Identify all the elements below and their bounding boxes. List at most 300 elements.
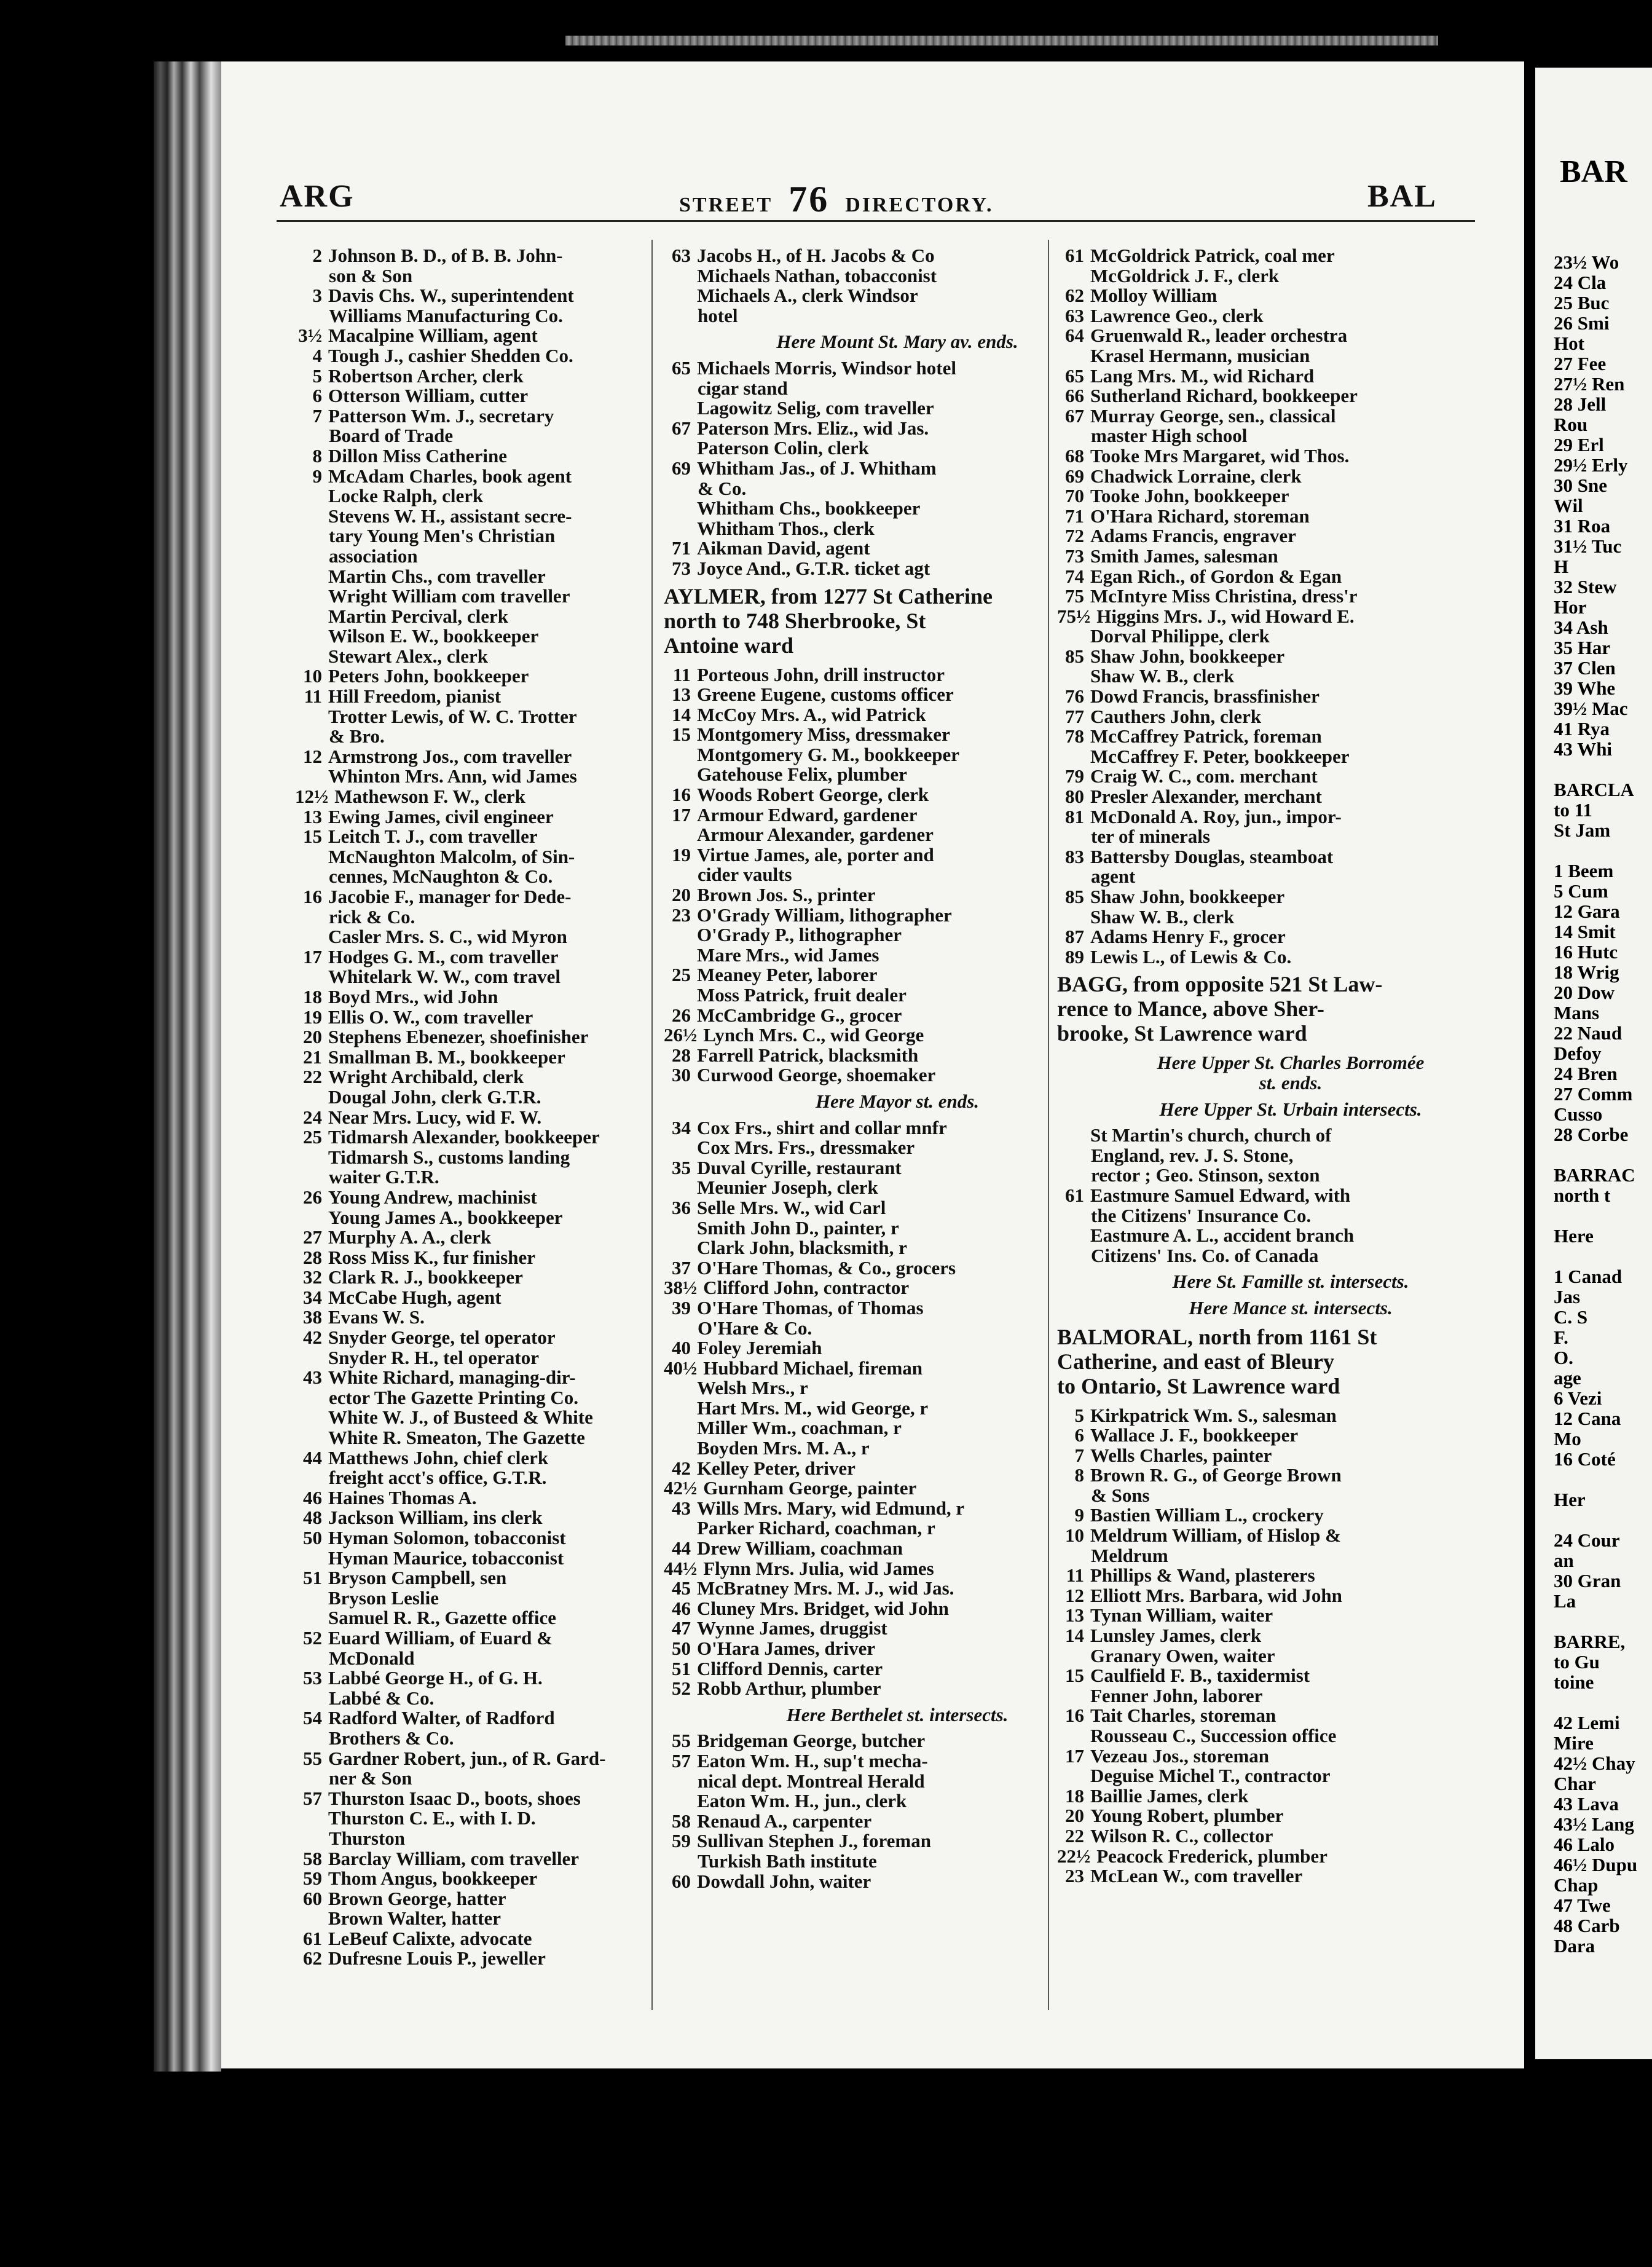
resident-text: Granary Owen, waiter bbox=[1090, 1644, 1275, 1666]
directory-entry bbox=[1057, 306, 1524, 326]
street-heading-line: Catherine, and east of Bleury bbox=[1057, 1349, 1334, 1374]
resident-text: Duval Cyrille, restaurant bbox=[697, 1156, 902, 1178]
resident-text: Cluney Mrs. Bridget, wid John bbox=[697, 1597, 949, 1619]
resident-text: Adams Henry F., grocer bbox=[1090, 926, 1286, 948]
facing-page-line: 31½ Tuc bbox=[1554, 535, 1622, 557]
facing-page-line: La bbox=[1554, 1590, 1576, 1612]
house-number: 16 bbox=[672, 784, 691, 806]
facing-page-line: 35 Har bbox=[1554, 637, 1611, 658]
resident-text: Aikman David, agent bbox=[697, 537, 870, 559]
resident-text: Johnson B. D., of B. B. John- bbox=[328, 245, 563, 266]
facing-page-line: 24 Cla bbox=[1554, 272, 1607, 293]
house-number: 42 bbox=[672, 1457, 691, 1479]
resident-text: Evans W. S. bbox=[328, 1306, 425, 1328]
directory-entry bbox=[1057, 827, 1524, 847]
facing-page-line: 46 Lalo bbox=[1554, 1834, 1615, 1855]
resident-text: Caulfield F. B., taxidermist bbox=[1090, 1665, 1310, 1687]
resident-text: Boyden Mrs. M. A., r bbox=[697, 1437, 870, 1459]
house-number: 16 bbox=[1065, 1705, 1084, 1727]
resident-text: LeBeuf Calixte, advocate bbox=[328, 1927, 532, 1949]
house-number: 14 bbox=[672, 703, 691, 725]
resident-text: Rousseau C., Succession office bbox=[1090, 1725, 1337, 1746]
resident-text: Robertson Archer, clerk bbox=[328, 365, 524, 387]
resident-text: Montgomery Miss, dressmaker bbox=[697, 723, 950, 746]
house-number: 26½ bbox=[664, 1024, 698, 1046]
resident-text: Welsh Mrs., r bbox=[697, 1377, 808, 1399]
resident-text: Sullivan Stephen J., foreman bbox=[697, 1830, 931, 1852]
resident-text: Gruenwald R., leader orchestra bbox=[1090, 325, 1348, 347]
resident-text: Hyman Solomon, tobacconist bbox=[328, 1527, 566, 1548]
resident-text: Tooke Mrs Margaret, wid Thos. bbox=[1090, 444, 1350, 467]
facing-page-line bbox=[1554, 1510, 1637, 1530]
directory-entry bbox=[1057, 947, 1524, 968]
directory-entry bbox=[1057, 1546, 1524, 1566]
resident-text: Sutherland Richard, bookkeeper bbox=[1090, 385, 1358, 407]
resident-text: Lagowitz Selig, com traveller bbox=[697, 397, 934, 419]
cross-street-line: Here Mount St. Mary av. ends. bbox=[776, 331, 1018, 353]
cross-street-line: Here Mance st. intersects. bbox=[1189, 1296, 1393, 1319]
resident-text: waiter G.T.R. bbox=[329, 1166, 439, 1188]
facing-page-line: 34 Ash bbox=[1554, 617, 1608, 638]
directory-entry bbox=[1057, 266, 1524, 286]
facing-page-line: H bbox=[1554, 556, 1569, 577]
house-number: 85 bbox=[1065, 886, 1084, 907]
house-number: 10 bbox=[303, 665, 322, 687]
house-number: 46 bbox=[303, 1486, 322, 1508]
resident-text: Dowd Francis, brassfinisher bbox=[1090, 685, 1320, 708]
facing-page-line: 39½ Mac bbox=[1554, 698, 1628, 719]
directory-entry bbox=[1057, 426, 1524, 446]
house-number: 50 bbox=[672, 1638, 691, 1659]
resident-text: Clifford John, contractor bbox=[703, 1277, 910, 1299]
facing-page-line: 6 Vezi bbox=[1554, 1387, 1602, 1409]
resident-text: Tidmarsh Alexander, bookkeeper bbox=[328, 1126, 600, 1148]
facing-page-line: C. S bbox=[1554, 1306, 1588, 1328]
house-number: 58 bbox=[672, 1810, 691, 1832]
resident-text: Haines Thomas A. bbox=[328, 1486, 477, 1508]
running-head-right: BAL bbox=[1367, 179, 1437, 214]
directory-entry bbox=[1057, 1505, 1524, 1526]
street-heading-line: brooke, St Lawrence ward bbox=[1057, 1021, 1307, 1046]
resident-text: Murray George, sen., classical bbox=[1090, 404, 1336, 427]
house-number: 43 bbox=[672, 1497, 691, 1519]
directory-entry bbox=[1057, 787, 1524, 807]
house-number: 60 bbox=[672, 1870, 691, 1892]
directory-entry bbox=[1057, 1465, 1524, 1486]
facing-page-line: 29 Erl bbox=[1554, 434, 1604, 455]
house-number: 26 bbox=[672, 1004, 691, 1026]
facing-page-line: O. bbox=[1554, 1347, 1573, 1368]
facing-page-line: 12 Gara bbox=[1554, 901, 1620, 922]
house-number: 10 bbox=[1065, 1524, 1084, 1547]
directory-entry bbox=[1057, 1586, 1524, 1606]
resident-text: White W. J., of Busteed & White bbox=[328, 1406, 593, 1429]
resident-text: Wynne James, druggist bbox=[697, 1617, 887, 1639]
cross-street-line: Here Upper St. Charles Borromée bbox=[1157, 1052, 1425, 1074]
resident-text: Smith James, salesman bbox=[1090, 545, 1278, 567]
resident-text: Lewis L., of Lewis & Co. bbox=[1090, 945, 1292, 968]
house-number: 34 bbox=[303, 1286, 322, 1308]
resident-text: Michaels Nathan, tobacconist bbox=[697, 264, 937, 286]
house-number: 34 bbox=[672, 1116, 691, 1138]
resident-text: Stewart Alex., clerk bbox=[328, 645, 488, 667]
directory-entry bbox=[1057, 1165, 1524, 1186]
resident-text: Robb Arthur, plumber bbox=[697, 1678, 881, 1700]
directory-entry bbox=[295, 1949, 768, 1969]
house-number: 75 bbox=[1065, 585, 1084, 607]
street-heading-line: north to 748 Sherbrooke, St bbox=[664, 608, 926, 633]
resident-text: Dowdall John, waiter bbox=[697, 1870, 871, 1892]
street-heading bbox=[1057, 1325, 1524, 1398]
house-number: 62 bbox=[1065, 285, 1084, 307]
resident-text: Cauthers John, clerk bbox=[1090, 705, 1262, 727]
house-number: 87 bbox=[1065, 926, 1084, 948]
directory-entry bbox=[1057, 486, 1524, 507]
directory-entry bbox=[1057, 567, 1524, 587]
resident-text: Montgomery G. M., bookkeeper bbox=[697, 743, 960, 765]
house-number: 44½ bbox=[664, 1557, 698, 1579]
resident-text: Tynan William, waiter bbox=[1090, 1604, 1273, 1626]
resident-text: Wright Archibald, clerk bbox=[328, 1066, 524, 1088]
resident-text: Davis Chs. W., superintendent bbox=[328, 285, 574, 307]
facing-page-line: Hor bbox=[1554, 596, 1587, 618]
directory-entry bbox=[1057, 807, 1524, 827]
house-number: 51 bbox=[303, 1567, 322, 1589]
directory-entry bbox=[1057, 687, 1524, 707]
house-number: 53 bbox=[303, 1667, 322, 1689]
house-number: 69 bbox=[672, 457, 691, 479]
directory-page bbox=[221, 61, 1524, 2068]
resident-text: Whitham Thos., clerk bbox=[697, 517, 875, 539]
facing-page-line: 43 Whi bbox=[1554, 738, 1613, 760]
resident-text: Mare Mrs., wid James bbox=[697, 944, 879, 966]
house-number: 3 bbox=[312, 285, 322, 307]
resident-text: Brown George, hatter bbox=[328, 1887, 506, 1909]
directory-entry bbox=[1057, 907, 1524, 928]
house-number: 30 bbox=[672, 1064, 691, 1086]
directory-entry bbox=[1057, 847, 1524, 867]
resident-text: Jacobie F., manager for Dede- bbox=[328, 886, 572, 907]
resident-text: Eastmure A. L., accident branch bbox=[1090, 1224, 1355, 1247]
resident-text: Radford Walter, of Radford bbox=[328, 1707, 555, 1729]
resident-text: tary Young Men's Christian bbox=[329, 525, 556, 547]
resident-text: Michaels A., clerk Windsor bbox=[697, 285, 918, 307]
house-number: 15 bbox=[672, 723, 691, 746]
house-number: 66 bbox=[1065, 385, 1084, 407]
house-number: 36 bbox=[672, 1196, 691, 1218]
directory-entry bbox=[1057, 707, 1524, 727]
resident-text: Martin Percival, clerk bbox=[328, 605, 508, 627]
directory-entry bbox=[1057, 1446, 1524, 1466]
running-head-directory: DIRECTORY. bbox=[845, 194, 994, 216]
facing-page-line: 43 Lava bbox=[1554, 1793, 1619, 1815]
resident-text: Near Mrs. Lucy, wid F. W. bbox=[328, 1106, 542, 1128]
house-number: 74 bbox=[1065, 565, 1084, 587]
resident-text: Brown Jos. S., printer bbox=[697, 884, 876, 906]
resident-text: ter of minerals bbox=[1091, 826, 1210, 848]
house-number: 15 bbox=[1065, 1665, 1084, 1687]
house-number: 55 bbox=[672, 1730, 691, 1752]
resident-text: Michaels Morris, Windsor hotel bbox=[697, 357, 956, 379]
resident-text: McDonald bbox=[329, 1647, 415, 1669]
facing-page-line: 32 Stew bbox=[1554, 576, 1617, 597]
house-number: 15 bbox=[303, 826, 322, 848]
house-number: 65 bbox=[1065, 365, 1084, 387]
house-number: 81 bbox=[1065, 805, 1084, 827]
house-number: 24 bbox=[303, 1106, 322, 1128]
directory-entry bbox=[1057, 546, 1524, 567]
directory-entry bbox=[1057, 1706, 1524, 1726]
facing-page-line: Her bbox=[1554, 1489, 1586, 1510]
directory-entry bbox=[1057, 1866, 1524, 1887]
resident-text: Dougal John, clerk G.T.R. bbox=[328, 1086, 541, 1108]
resident-text: Gardner Robert, jun., of R. Gard- bbox=[328, 1747, 606, 1769]
resident-text: Labbé George H., of G. H. bbox=[328, 1667, 543, 1689]
house-number: 50 bbox=[303, 1527, 322, 1548]
cross-street-note bbox=[1057, 1298, 1524, 1319]
directory-entry bbox=[1057, 666, 1524, 687]
resident-text: Parker Richard, coachman, r bbox=[697, 1517, 935, 1539]
resident-text: Smith John D., painter, r bbox=[697, 1216, 899, 1239]
facing-page-line: 1 Beem bbox=[1554, 860, 1614, 881]
house-number: 40 bbox=[672, 1337, 691, 1359]
house-number: 42½ bbox=[664, 1477, 698, 1499]
facing-page-line: Hot bbox=[1554, 333, 1584, 354]
resident-text: Board of Trade bbox=[329, 425, 454, 447]
facing-page-line: 5 Cum bbox=[1554, 880, 1608, 902]
house-number: 25 bbox=[303, 1126, 322, 1148]
facing-page-line: 25 Buc bbox=[1554, 292, 1610, 313]
directory-entry bbox=[1057, 1206, 1524, 1226]
facing-page-line: 16 Hutc bbox=[1554, 941, 1618, 963]
facing-page-line: Here bbox=[1554, 1225, 1594, 1247]
directory-entry bbox=[1057, 1847, 1524, 1867]
resident-text: Jackson William, ins clerk bbox=[328, 1507, 543, 1529]
house-number: 47 bbox=[672, 1617, 691, 1639]
street-heading-line: Antoine ward bbox=[664, 633, 794, 658]
facing-page-line: Dara bbox=[1554, 1935, 1595, 1957]
resident-text: Porteous John, drill instructor bbox=[697, 663, 945, 685]
directory-entry bbox=[1057, 1566, 1524, 1586]
resident-text: Trotter Lewis, of W. C. Trotter bbox=[328, 705, 577, 727]
facing-page-line: Mo bbox=[1554, 1428, 1581, 1449]
resident-text: Drew William, coachman bbox=[697, 1537, 903, 1559]
resident-text: Tait Charles, storeman bbox=[1090, 1705, 1276, 1727]
house-number: 60 bbox=[303, 1887, 322, 1909]
house-number: 35 bbox=[672, 1156, 691, 1178]
resident-text: Dillon Miss Catherine bbox=[328, 444, 508, 467]
directory-entry bbox=[1057, 586, 1524, 607]
resident-text: Peters John, bookkeeper bbox=[328, 665, 529, 687]
resident-text: Wright William com traveller bbox=[328, 585, 570, 607]
facing-page-line: 39 Whe bbox=[1554, 677, 1616, 699]
resident-text: & Bro. bbox=[329, 725, 385, 747]
resident-text: ner & Son bbox=[329, 1767, 412, 1789]
facing-page-line: to Gu bbox=[1554, 1651, 1600, 1673]
resident-text: McCoy Mrs. A., wid Patrick bbox=[697, 703, 926, 725]
resident-text: Meldrum bbox=[1091, 1544, 1168, 1566]
facing-page-line: 31 Roa bbox=[1554, 515, 1611, 537]
house-number: 20 bbox=[303, 1026, 322, 1048]
directory-entry bbox=[1057, 1606, 1524, 1626]
facing-page-line: Char bbox=[1554, 1773, 1596, 1794]
facing-page-line: Jas bbox=[1554, 1286, 1581, 1307]
house-number: 6 bbox=[1074, 1424, 1084, 1446]
facing-page-text bbox=[1554, 252, 1637, 1956]
facing-page-line: 37 Clen bbox=[1554, 657, 1616, 679]
house-number: 4 bbox=[312, 344, 322, 366]
resident-text: Hubbard Michael, fireman bbox=[703, 1357, 923, 1379]
resident-text: Adams Francis, engraver bbox=[1090, 525, 1296, 547]
resident-text: Paterson Colin, clerk bbox=[697, 437, 869, 459]
house-number: 9 bbox=[312, 465, 322, 487]
directory-entry bbox=[1057, 326, 1524, 346]
facing-page-line: 26 Smi bbox=[1554, 312, 1610, 334]
facing-page-line bbox=[1554, 1205, 1637, 1226]
resident-text: Phillips & Wand, plasterers bbox=[1090, 1564, 1315, 1587]
house-number: 20 bbox=[1065, 1805, 1084, 1827]
resident-text: McGoldrick Patrick, coal mer bbox=[1090, 245, 1335, 266]
directory-entry bbox=[1057, 1226, 1524, 1246]
house-number: 43 bbox=[303, 1366, 322, 1389]
resident-text: Bastien William L., crockery bbox=[1090, 1504, 1324, 1526]
house-number: 12½ bbox=[295, 786, 329, 808]
resident-text: Dorval Philippe, clerk bbox=[1090, 625, 1270, 647]
house-number: 22½ bbox=[1057, 1845, 1091, 1867]
facing-page-line: 24 Cour bbox=[1554, 1529, 1620, 1551]
directory-entry bbox=[1057, 1746, 1524, 1767]
house-number: 2 bbox=[312, 245, 322, 266]
facing-page-line: Rou bbox=[1554, 414, 1588, 435]
directory-entry bbox=[1057, 507, 1524, 527]
house-number: 11 bbox=[672, 663, 691, 685]
resident-text: Wallace J. F., bookkeeper bbox=[1090, 1424, 1299, 1446]
resident-text: O'Hare & Co. bbox=[698, 1317, 812, 1339]
house-number: 61 bbox=[1065, 245, 1084, 266]
resident-text: Whinton Mrs. Ann, wid James bbox=[328, 765, 577, 787]
resident-text: McCabe Hugh, agent bbox=[328, 1286, 502, 1308]
house-number: 5 bbox=[1074, 1404, 1084, 1426]
house-number: 54 bbox=[303, 1707, 322, 1729]
resident-text: Euard William, of Euard & bbox=[328, 1626, 553, 1649]
house-number: 83 bbox=[1065, 845, 1084, 867]
column-divider bbox=[651, 240, 653, 2010]
house-number: 65 bbox=[672, 357, 691, 379]
resident-text: Miller Wm., coachman, r bbox=[697, 1417, 902, 1439]
resident-text: Thurston C. E., with I. D. bbox=[328, 1807, 536, 1829]
resident-text: England, rev. J. S. Stone, bbox=[1091, 1144, 1294, 1166]
resident-text: Flynn Mrs. Julia, wid James bbox=[703, 1557, 934, 1579]
resident-text: Samuel R. R., Gazette office bbox=[328, 1607, 557, 1629]
facing-page-line: 41 Rya bbox=[1554, 718, 1610, 739]
house-number: 27 bbox=[303, 1226, 322, 1248]
directory-entry bbox=[1057, 927, 1524, 947]
resident-text: Young James A., bookkeeper bbox=[328, 1206, 563, 1228]
facing-page-line: 27½ Ren bbox=[1554, 373, 1625, 395]
directory-entry bbox=[1057, 346, 1524, 366]
resident-text: Shaw W. B., clerk bbox=[1090, 665, 1235, 687]
directory-entry bbox=[1057, 1406, 1524, 1426]
directory-entry bbox=[1057, 1626, 1524, 1646]
house-number: 6 bbox=[312, 385, 322, 407]
resident-text: Whitham Chs., bookkeeper bbox=[697, 497, 921, 519]
directory-entry bbox=[1057, 1806, 1524, 1826]
resident-text: Lynch Mrs. C., wid George bbox=[703, 1024, 924, 1046]
resident-text: McCambridge G., grocer bbox=[697, 1004, 902, 1026]
resident-text: Leitch T. J., com traveller bbox=[328, 826, 538, 848]
resident-text: Meaney Peter, laborer bbox=[697, 964, 878, 986]
house-number: 51 bbox=[672, 1657, 691, 1679]
resident-text: Hodges G. M., com traveller bbox=[328, 945, 559, 968]
house-number: 37 bbox=[672, 1256, 691, 1279]
house-number: 20 bbox=[672, 884, 691, 906]
directory-entry bbox=[1057, 1766, 1524, 1786]
resident-text: rick & Co. bbox=[329, 905, 415, 928]
street-heading-line: rence to Mance, above Sher- bbox=[1057, 996, 1324, 1022]
directory-entry bbox=[1057, 1526, 1524, 1546]
directory-entry bbox=[1057, 246, 1524, 266]
directory-entry bbox=[1057, 406, 1524, 427]
cross-street-note bbox=[1057, 1100, 1524, 1120]
resident-text: Brothers & Co. bbox=[329, 1727, 454, 1749]
resident-text: Molloy William bbox=[1090, 285, 1217, 307]
cross-street-line: Here St. Famille st. intersects. bbox=[1172, 1271, 1409, 1293]
facing-page-line: 27 Fee bbox=[1554, 353, 1607, 374]
resident-text: Virtue James, ale, porter and bbox=[697, 843, 934, 865]
house-number: 8 bbox=[312, 444, 322, 467]
resident-text: Jacobs H., of H. Jacobs & Co bbox=[697, 245, 935, 266]
resident-text: cigar stand bbox=[698, 377, 788, 399]
resident-text: O'Hara Richard, storeman bbox=[1090, 505, 1310, 527]
house-number: 9 bbox=[1074, 1504, 1084, 1526]
house-number: 23 bbox=[672, 904, 691, 926]
resident-text: Armour Alexander, gardener bbox=[697, 824, 934, 846]
page-top-edge bbox=[565, 36, 1438, 45]
cross-street-line: st. ends. bbox=[1259, 1071, 1323, 1094]
resident-text: Eaton Wm. H., jun., clerk bbox=[697, 1790, 907, 1812]
house-number: 12 bbox=[1065, 1584, 1084, 1606]
house-number: 63 bbox=[1065, 304, 1084, 326]
directory-entry bbox=[1057, 386, 1524, 406]
resident-text: Presler Alexander, merchant bbox=[1090, 786, 1322, 808]
street-heading-line: BALMORAL, north from 1161 St bbox=[1057, 1324, 1377, 1349]
cross-street-line: Here Berthelet st. intersects. bbox=[786, 1703, 1009, 1725]
directory-entry bbox=[1057, 366, 1524, 387]
street-heading bbox=[1057, 972, 1524, 1046]
resident-text: Egan Rich., of Gordon & Egan bbox=[1090, 565, 1342, 587]
resident-text: Snyder R. H., tel operator bbox=[328, 1346, 539, 1368]
house-number: 72 bbox=[1065, 525, 1084, 547]
directory-entry bbox=[1057, 1786, 1524, 1807]
resident-text: Meunier Joseph, clerk bbox=[697, 1177, 878, 1199]
house-number: 73 bbox=[1065, 545, 1084, 567]
resident-text: Elliott Mrs. Barbara, wid John bbox=[1090, 1584, 1342, 1606]
facing-page-line: 1 Canad bbox=[1554, 1266, 1622, 1287]
directory-entry bbox=[1057, 1826, 1524, 1847]
house-number: 71 bbox=[672, 537, 691, 559]
resident-text: Battersby Douglas, steamboat bbox=[1090, 845, 1334, 867]
house-number: 28 bbox=[303, 1246, 322, 1268]
facing-page-line: 29½ Erly bbox=[1554, 454, 1628, 476]
house-number: 59 bbox=[672, 1830, 691, 1852]
resident-text: Turkish Bath institute bbox=[698, 1850, 877, 1872]
resident-text: Brown Walter, hatter bbox=[328, 1907, 501, 1930]
house-number: 14 bbox=[1065, 1625, 1084, 1647]
house-number: 67 bbox=[672, 417, 691, 439]
street-heading-line: to Ontario, St Lawrence ward bbox=[1057, 1373, 1340, 1398]
resident-text: cider vaults bbox=[698, 864, 792, 886]
house-number: 7 bbox=[312, 404, 322, 427]
